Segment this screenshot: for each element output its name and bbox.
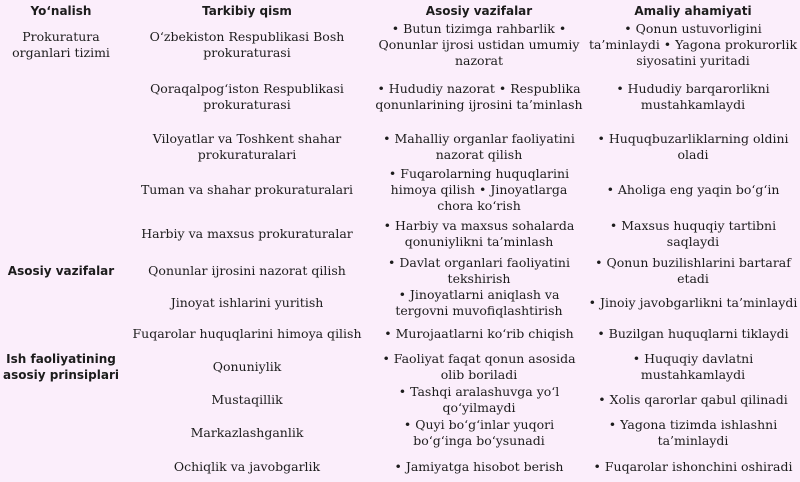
cell-importance: • Qonun buzilishlarini bartaraf etadi <box>595 255 791 286</box>
table-row <box>0 320 800 348</box>
cell-importance: • Huquqiy davlatni mustahkamlaydi <box>632 351 754 382</box>
cell-tasks: • Quyi bo‘g‘inlar yuqori bo‘g‘inga bo‘ysunadi <box>403 417 555 448</box>
cell-component: Qonunlar ijrosini nazorat qilish <box>148 263 346 278</box>
cell-tasks: • Davlat organlari faoliyatini tekshirish <box>388 255 570 286</box>
table-row <box>0 452 800 482</box>
cell-tasks: • Jinoyatlarni aniqlash va tergovni muvofiqlashtirish <box>395 287 563 318</box>
cell-importance: • Jinoiy javobgarlikni ta’minlaydi <box>588 295 798 310</box>
cell-component: O‘zbekiston Respublikasi Bosh prokuraturasi <box>149 29 345 60</box>
table-row <box>0 348 800 386</box>
cell-importance: • Xolis qarorlar qabul qilinadi <box>598 392 788 407</box>
table-row <box>0 126 800 168</box>
header-main-tasks: Asosiy vazifalar <box>425 4 533 18</box>
table-header <box>0 0 800 22</box>
cell-importance: • Fuqarolar ishonchini oshiradi <box>593 459 793 474</box>
table-row <box>0 256 800 286</box>
cell-component: Viloyatlar va Toshkent shahar prokuraturalari <box>152 131 342 162</box>
cell-tasks: • Hududiy nazorat • Respublika qonunlarining ijrosini ta’minlash <box>375 81 583 112</box>
cell-direction <box>0 263 122 279</box>
table-row <box>0 414 800 452</box>
cell-direction <box>0 351 122 383</box>
cell-component: Ochiqlik va javobgarlik <box>173 459 321 474</box>
table-row <box>0 168 800 212</box>
table-row <box>0 22 800 68</box>
cell-component: Jinoyat ishlarini yuritish <box>170 295 324 310</box>
cell-component: Qonuniylik <box>212 359 282 374</box>
section-label: Asosiy vazifalar <box>7 264 115 278</box>
cell-component: Fuqarolar huquqlarini himoya qilish <box>132 326 362 341</box>
cell-tasks: • Murojaatlarni ko‘rib chiqish <box>384 326 574 341</box>
cell-component: Markazlashganlik <box>190 425 304 440</box>
cell-direction: Prokuratura organlari tizimi <box>12 29 110 60</box>
table-row <box>0 286 800 320</box>
cell-importance: • Huquqbuzarliklarning oldini oladi <box>597 131 789 162</box>
cell-tasks: • Faoliyat faqat qonun asosida olib boriladi <box>382 351 576 382</box>
cell-importance: • Hududiy barqarorlikni mustahkamlaydi <box>616 81 770 112</box>
section-label: Ish faoliyatining asosiy prinsiplari <box>3 352 119 382</box>
header-direction: Yo‘nalish <box>30 4 92 18</box>
header-component: Tarkibiy qism <box>202 4 292 18</box>
cell-tasks: • Harbiy va maxsus sohalarda qonuniylikni ta’minlash <box>383 218 575 249</box>
table-row <box>0 212 800 256</box>
cell-importance: • Yagona tizimda ishlashni ta’minlaydi <box>608 417 778 448</box>
cell-tasks: • Mahalliy organlar faoliyatini nazorat qilish <box>383 131 575 162</box>
cell-importance: • Aholiga eng yaqin bo‘g‘in <box>606 182 780 197</box>
cell-importance: • Buzilgan huquqlarni tiklaydi <box>597 326 789 341</box>
header-practical-importance: Amaliy ahamiyati <box>634 4 752 18</box>
cell-component: Tuman va shahar prokuraturalari <box>140 182 354 197</box>
cell-component: Qoraqalpog‘iston Respublikasi prokuraturasi <box>150 81 344 112</box>
cell-component: Harbiy va maxsus prokuraturalar <box>141 226 353 241</box>
cell-tasks: • Butun tizimga rahbarlik • Qonunlar ijrosi ustidan umumiy nazorat <box>378 21 580 68</box>
cell-tasks: • Fuqarolarning huquqlarini himoya qilish • Jinoyatlarga chora ko‘rish <box>388 166 570 213</box>
table-row <box>0 386 800 414</box>
cell-importance: • Qonun ustuvorligini ta’minlaydi • Yagona prokurorlik siyosatini yuritadi <box>588 21 798 68</box>
cell-component: Mustaqillik <box>211 392 283 407</box>
cell-importance: • Maxsus huquqiy tartibni saqlaydi <box>609 218 777 249</box>
cell-tasks: • Jamiyatga hisobot berish <box>394 459 564 474</box>
cell-tasks: • Tashqi aralashuvga yo‘l qo‘yilmaydi <box>398 384 560 415</box>
table-row <box>0 68 800 126</box>
